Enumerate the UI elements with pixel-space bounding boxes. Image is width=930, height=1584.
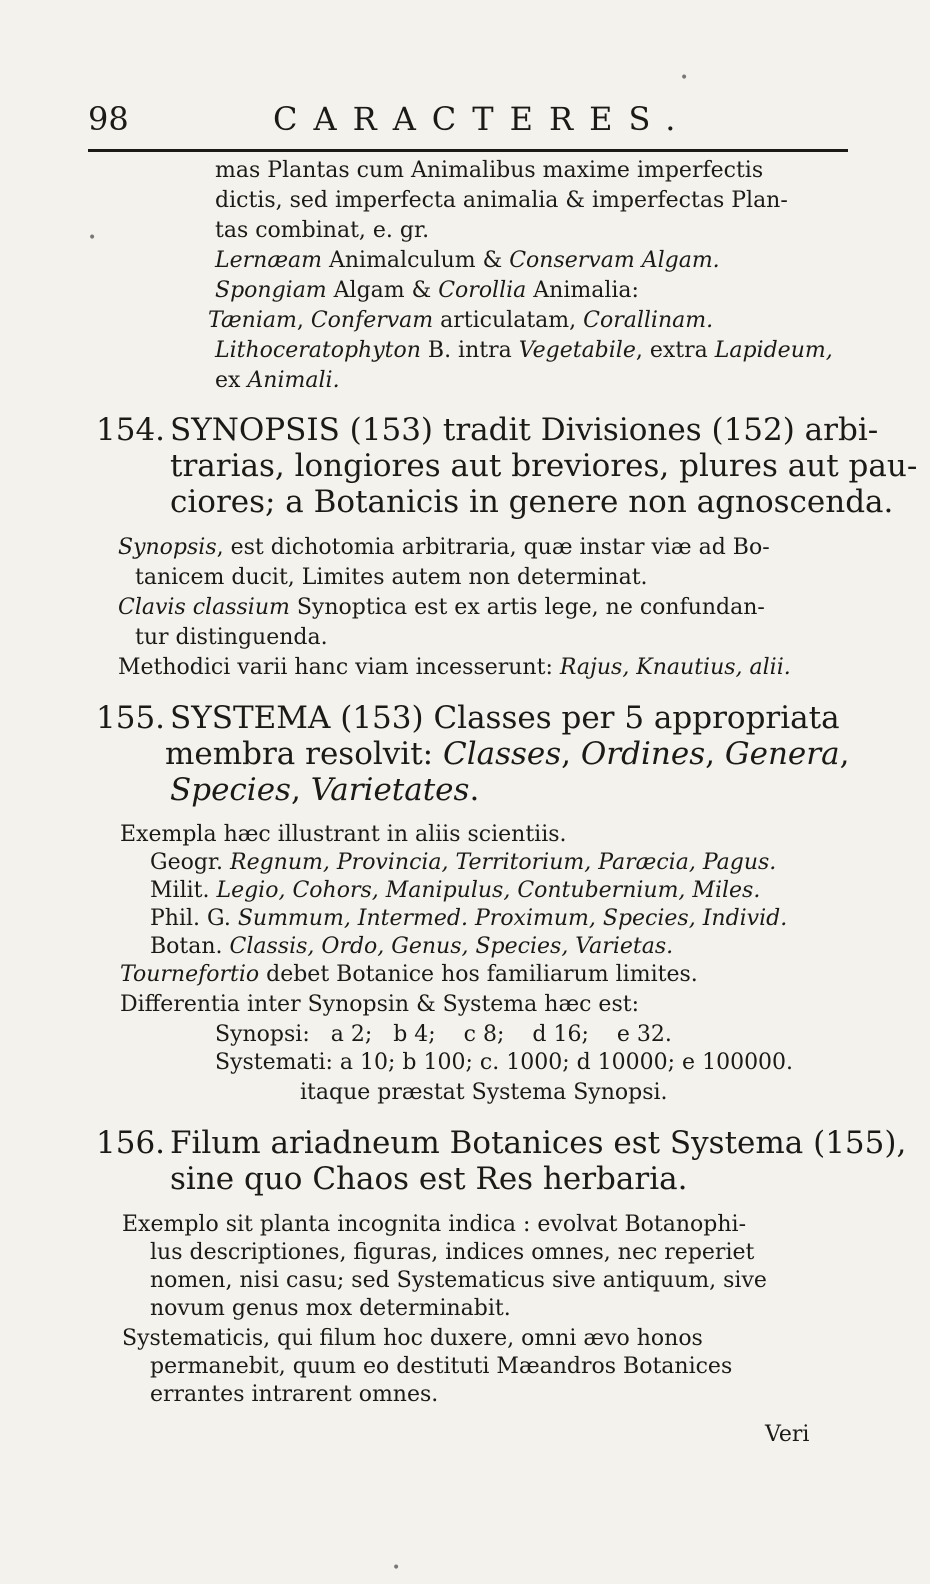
catchword: Veri [765,1422,810,1447]
page-header [88,100,878,148]
text-line: tas combinat, e. gr. [215,218,430,243]
section-heading-line: sine quo Chaos est Res herbaria. [170,1161,688,1197]
text-line: errantes intrarent omnes. [150,1382,439,1407]
section-heading-line: SYSTEMA (153) Classes per 5 appropriata [170,700,840,736]
text-line: tanicem ducit, Limites autem non determinat. [135,565,648,590]
running-title: CARACTERES. [273,100,692,138]
section-number: 155. [96,700,166,736]
section-heading-line: ciores; a Botanicis in genere non agnoscenda. [170,484,894,520]
text-line: Exempla hæc illustrant in aliis scientiis. [120,822,567,847]
text-line: Tournefortio debet Botanice hos familiarum limites. [120,962,698,987]
page-number: 98 [88,100,129,138]
example-row: Geogr. Regnum, Provincia, Territorium, Paræcia, Pagus. [150,850,777,875]
text-line: Clavis classium Synoptica est ex artis lege, ne confundan- [118,595,765,620]
text-line: Differentia inter Synopsin & Systema hæc est: [120,992,639,1017]
text-line: Lithoceratophyton B. intra Vegetabile, extra Lapideum, [215,338,833,363]
text-line: Methodici varii hanc viam incesserunt: Rajus, Knautius, alii. [118,655,791,680]
example-row: Milit. Legio, Cohors, Manipulus, Contubernium, Miles. [150,878,761,903]
text-line: ex Animali. [215,368,340,393]
text-line: novum genus mox determinabit. [150,1296,511,1321]
comparison-row: Synopsi: a 2; b 4; c 8; d 16; e 32. [215,1022,672,1047]
text-line: dictis, sed imperfecta animalia & imperfectas Plan- [215,188,788,213]
text-line: tur distinguenda. [135,625,328,650]
section-heading-line: Filum ariadneum Botanices est Systema (155), [170,1125,907,1161]
text-line: itaque præstat Systema Synopsi. [300,1080,668,1105]
section-heading-line: SYNOPSIS (153) tradit Divisiones (152) arbi- [170,412,879,448]
text-line: Exemplo sit planta incognita indica : evolvat Botanophi- [122,1212,747,1237]
text-line: mas Plantas cum Animalibus maxime imperfectis [215,158,764,183]
text-line: nomen, nisi casu; sed Systematicus sive antiquum, sive [150,1268,767,1293]
section-heading-line: membra resolvit: Classes, Ordines, Genera, [165,736,850,772]
ink-speck: • [392,1560,401,1576]
comparison-row: Systemati: a 10; b 100; c. 1000; d 10000; e 100000. [215,1050,794,1075]
ink-speck: • [680,70,689,86]
text-line: Tæniam, Confervam articulatam, Corallinam. [208,308,714,333]
ink-speck: • [88,230,97,246]
section-heading-line: trarias, longiores aut breviores, plures aut pau- [170,448,918,484]
section-number: 154. [96,412,166,448]
section-number: 156. [96,1125,166,1161]
text-line: Lernæam Animalculum & Conservam Algam. [215,248,720,273]
example-row: Phil. G. Summum, Intermed. Proximum, Species, Individ. [150,906,788,931]
text-line: Systematicis, qui filum hoc duxere, omni ævo honos [122,1326,703,1351]
text-line: Spongiam Algam & Corollia Animalia: [215,278,639,303]
text-line: lus descriptiones, figuras, indices omnes, nec reperiet [150,1240,755,1265]
example-row: Botan. Classis, Ordo, Genus, Species, Varietas. [150,934,674,959]
section-heading-line: Species, Varietates. [170,772,480,808]
text-line: Synopsis, est dichotomia arbitraria, quæ instar viæ ad Bo- [118,535,770,560]
text-line: permanebit, quum eo destituti Mæandros Botanices [150,1354,733,1379]
header-rule [88,149,848,152]
